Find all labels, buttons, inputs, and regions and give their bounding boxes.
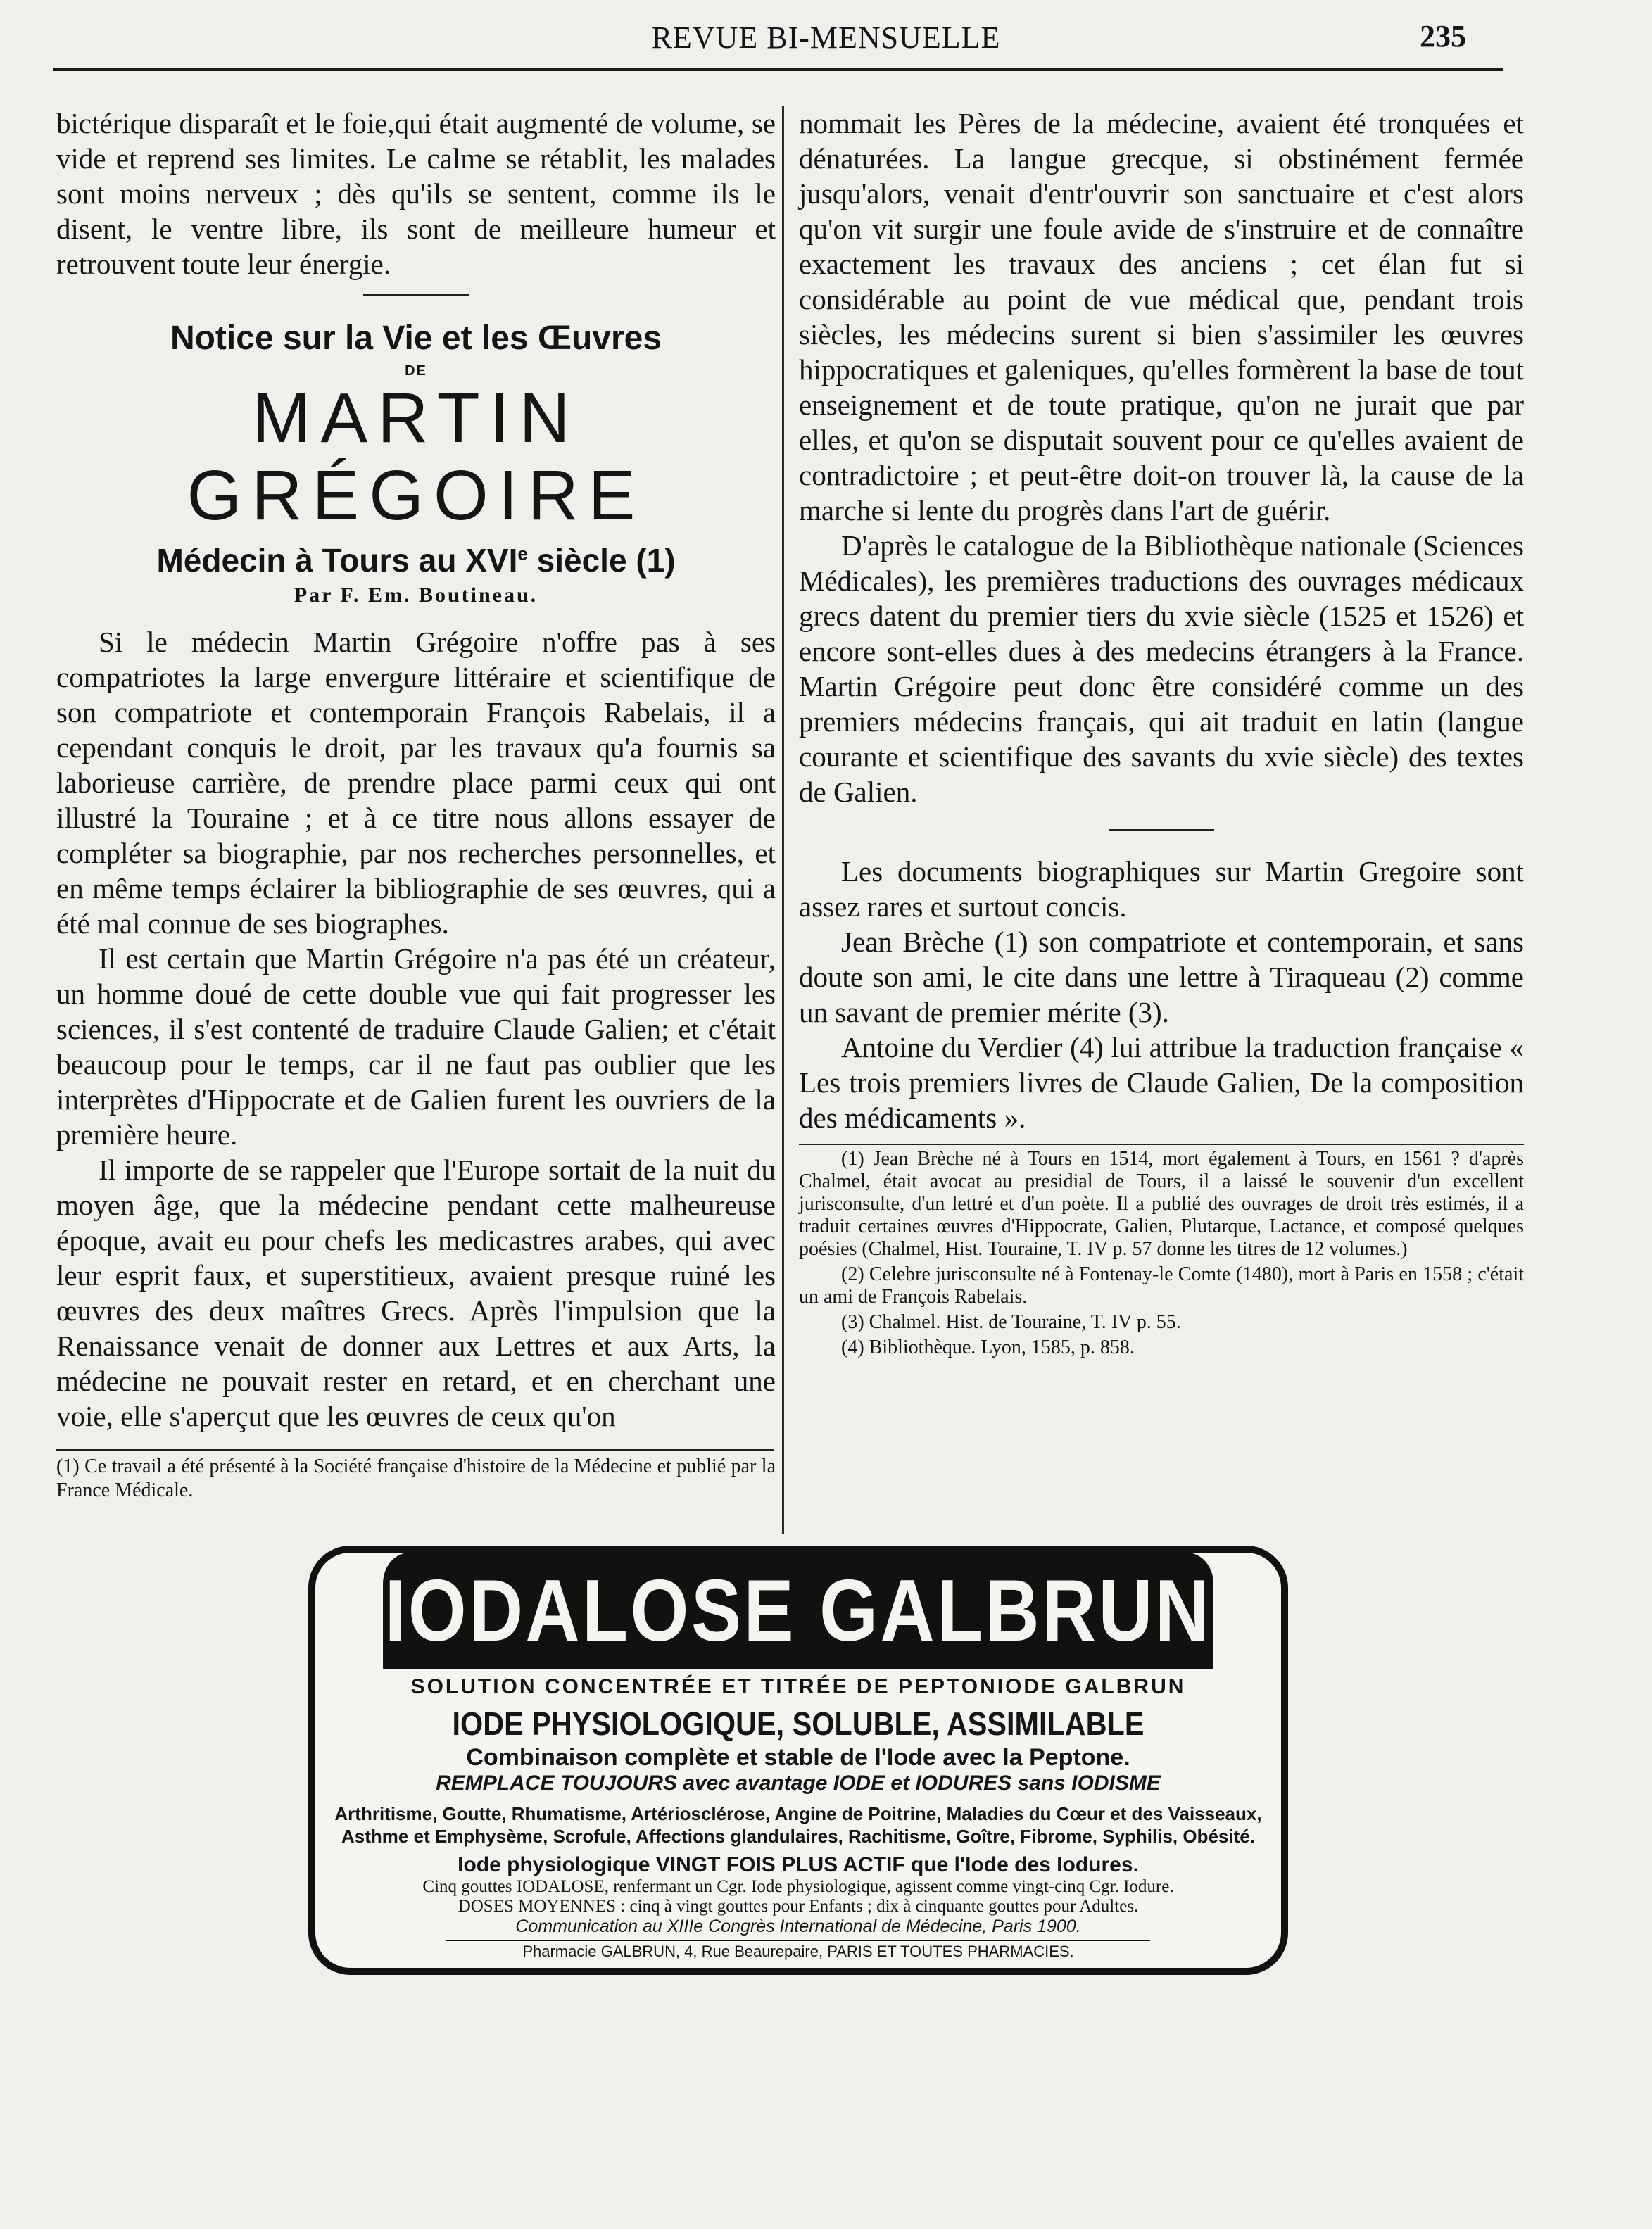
column-divider <box>782 106 784 1534</box>
ad-reference: Communication au XIIIe Congrès International de Médecine, Paris 1900. <box>515 1917 1081 1936</box>
ad-brand-name: IODALOSE GALBRUN <box>383 1553 1213 1669</box>
notice-title: Notice sur la Vie et les Œuvres <box>170 320 662 357</box>
author-byline: Par F. Em. Boutineau. <box>294 583 538 607</box>
paragraph-continued: bictérique disparaît et le foie,qui était augmenté de volume, se vide et reprend ses limites. Le calme se rétablit, les malades sont moins nerveux ; dès qu'ils se sentent, comme ils le disent, le ventre libre, ils sont de meilleure humeur et retrouvent toute leur énergie. <box>56 107 776 280</box>
title-connector: DE <box>405 363 427 379</box>
paragraph: Jean Brèche (1) son compatriote et contemporain, et sans doute son ami, le cite dans une lettre à Tiraqueau (2) comme un savant de premier mérite (3). <box>799 926 1524 1028</box>
footnote: (3) Chalmel. Hist. de Touraine, T. IV p. 55. <box>841 1311 1181 1333</box>
paragraph: D'après le catalogue de la Bibliothèque nationale (Sciences Médicales), les premières traductions des ouvrages médicaux grecs datent du premier tiers du xvie siècle (1525 et 1526) et encore sont-elles dues à des medecins étrangers à la France. Martin Grégoire peut donc être considéré comme un des premiers médecins français, qui ait traduit en latin (langue courante et scientifique des savants du xvie siècle) des textes de Galien. <box>799 529 1524 808</box>
header-rule <box>53 68 1503 71</box>
section-divider <box>363 294 469 296</box>
left-column <box>56 106 776 1503</box>
footnote: (4) Bibliothèque. Lyon, 1585, p. 858. <box>841 1337 1135 1358</box>
ad-potency: Iode physiologique VINGT FOIS PLUS ACTIF que l'Iode des Iodures. <box>458 1853 1139 1876</box>
footnote: (2) Celebre jurisconsulte né à Fontenay-le Comte (1480), mort à Paris en 1558 ; c'était un ami de François Rabelais. <box>799 1263 1524 1308</box>
advertisement <box>308 1546 1288 1975</box>
footnote-rule <box>799 1144 1524 1145</box>
ad-address: Pharmacie GALBRUN, 4, Rue Beaurepaire, PARIS ET TOUTES PHARMACIES. <box>522 1943 1074 1960</box>
ad-dosage: Cinq gouttes IODALOSE, renfermant un Cgr. Iode physiologique, agissent comme vingt-cinq Cgr. Iodure. <box>422 1877 1174 1896</box>
footnote: (1) Ce travail a été présenté à la Société française d'histoire de la Médecine et publié par la France Médicale. <box>56 1456 776 1501</box>
paragraph: Les documents biographiques sur Martin Gregoire sont assez rares et surtout concis. <box>799 855 1524 923</box>
ad-tagline: SOLUTION CONCENTRÉE ET TITRÉE DE PEPTONIODE GALBRUN <box>410 1675 1186 1698</box>
footnote-rule <box>56 1449 774 1451</box>
ad-headline: IODE PHYSIOLOGIQUE, SOLUBLE, ASSIMILABLE <box>452 1705 1145 1742</box>
paragraph: Il importe de se rappeler que l'Europe sortait de la nuit du moyen âge, que la médecine pendant cette malheureuse époque, avait eu pour chefs les medicastres arabes, qui avec leur esprit faux, et superstitieux, avaient presque ruiné les œuvres des deux maîtres Grecs. Après l'impulsion que la Renaissance venait de donner aux Lettres et aux Arts, la médecine ne pouvait rester en retard, et en cherchant une voie, elle s'aperçut que les œuvres de ceux qu'on <box>56 1154 776 1432</box>
running-header: REVUE BI-MENSUELLE <box>651 20 1001 55</box>
paragraph: Antoine du Verdier (4) lui attribue la traduction française « Les trois premiers livres de Claude Galien, De la composition des médicaments ». <box>799 1031 1524 1134</box>
ad-dosage: DOSES MOYENNES : cinq à vingt gouttes pour Enfants ; dix à cinquante gouttes pour Adultes. <box>458 1897 1139 1916</box>
footnote: (1) Jean Brèche né à Tours en 1514, mort également à Tours, en 1561 ? d'après Chalmel, était avocat au presidial de Tours, il a laissé le souvenir d'un excellent jurisconsulte, d'un lettré et d'un poète. Il a publié des ouvrages de droit très estimés, il a traduit certaines œuvres d'Hippocrate, Galien, Plutarque, Lactance, et composé quelques poésies (Chalmel, Hist. Touraine, T. IV p. 57 donne les titres de 12 volumes.) <box>799 1148 1524 1260</box>
section-divider <box>1109 829 1214 831</box>
paragraph: Si le médecin Martin Grégoire n'offre pas à ses compatriotes la large envergure littéraire et scientifique de son compatriote et contemporain François Rabelais, il a cependant conquis le droit, par les travaux qu'a fournis sa laborieuse carrière, de prendre place parmi ceux qui ont illustré la Touraine ; et à ce titre nous allons essayer de compléter sa biographie, par nos recherches personnelles, et en même temps éclairer la bibliographie de ses œuvres, qui a été mal connue de ses biographes. <box>56 626 776 940</box>
article-subtitle: Médecin à Tours au XVIe siècle (1) <box>156 542 676 579</box>
ad-rule <box>446 1940 1150 1941</box>
page-number: 235 <box>1420 19 1466 53</box>
ad-description: Combinaison complète et stable de l'Iode avec la Peptone. <box>466 1744 1130 1771</box>
paragraph: nommait les Pères de la médecine, avaient été tronquées et dénaturées. La langue grecque, si obstinément fermée jusqu'alors, venait d'entr'ouvrir son sanctuaire et c'est alors qu'on vit surgir une foule avide de s'instruire et de connaître exactement les travaux des anciens ; cet élan fut si considérable au point de vue médical que, pendant trois siècles, les médecins surent si bien s'assimiler les œuvres hippocratiques et galeniques, qu'elles formèrent la base de tout enseignement et de toute pratique, qu'on ne jurait que par elles, et qu'on se disputait souvent pour ce qu'elles avaient de contradictoire ; et peut-être doit-on trouver là, la cause de la marche si lente du progrès dans l'art de guérir. <box>799 107 1524 526</box>
paragraph: Il est certain que Martin Grégoire n'a pas été un créateur, un homme doué de cette double vue qui fait progresser les sciences, il s'est contenté de traduire Claude Galien; et c'était beaucoup pour le temps, car il ne faut pas oublier que les interprètes d'Hippocrate et de Galien furent les ouvriers de la première heure. <box>56 942 776 1151</box>
ad-claim: REMPLACE TOUJOURS avec avantage IODE et IODURES sans IODISME <box>436 1772 1161 1795</box>
subject-name: MARTIN GRÉGOIRE <box>187 379 645 535</box>
right-column <box>799 106 1524 1359</box>
ad-indications: Arthritisme, Goutte, Rhumatisme, Artériosclérose, Angine de Poitrine, Maladies du Cœur et des Vaisseaux, Asthme et Emphysème, Scrofule, Affections glandulaires, Rachitisme, Goître, Fibrome, Syphilis, Obésité. <box>334 1803 1262 1847</box>
